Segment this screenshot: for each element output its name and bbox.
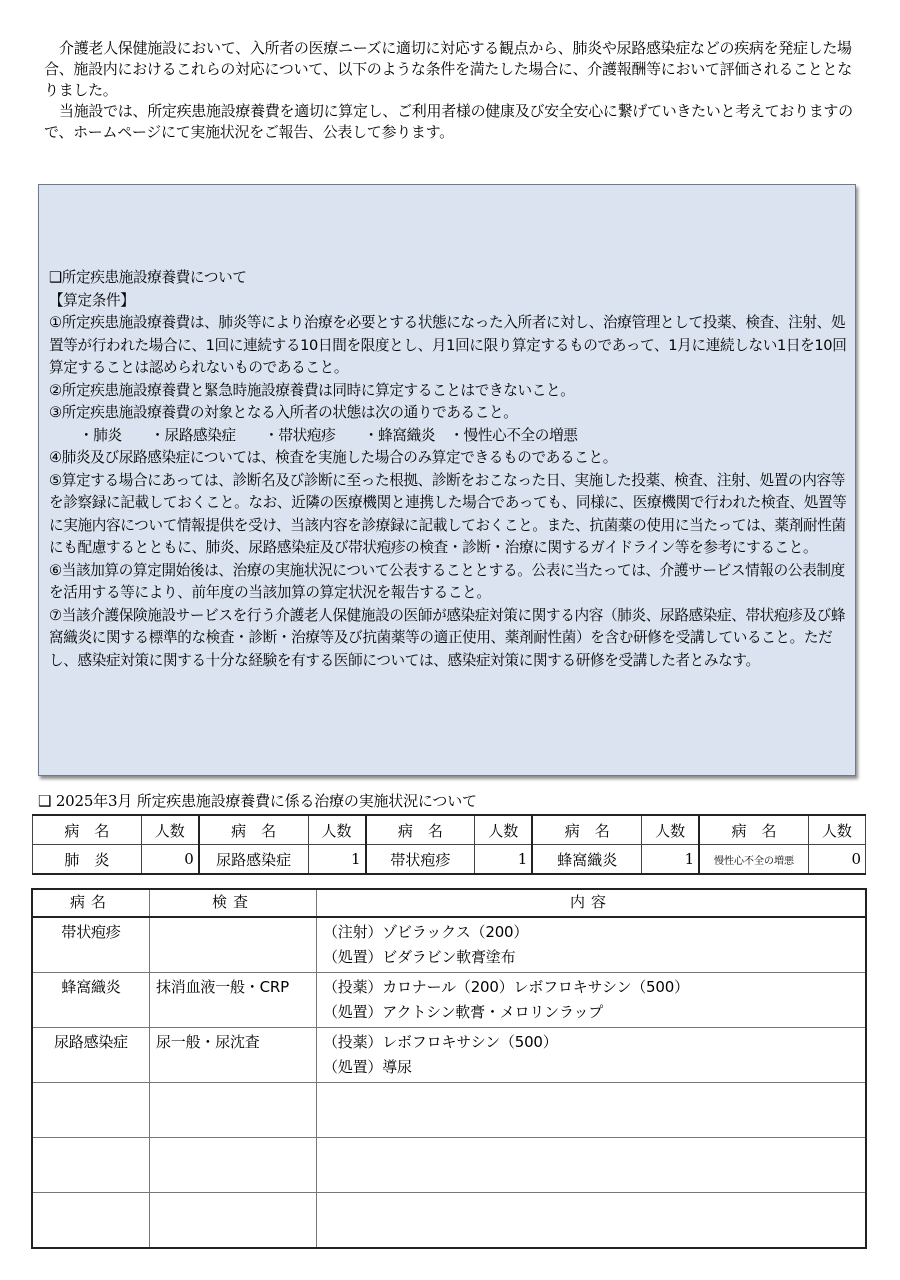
condition-item-7: ⑦当該介護保険施設サービスを行う介護老人保健施設の医師が感染症対策に関する内容（肺炎、尿路感染症、帯状疱疹及び蜂窩織炎に関する標準的な検査・診断・治療等及び抗菌薬等の適正使用、薬剤耐性菌）を含む研修を受講していること。ただし、感染症対策に関する十分な経験を有する医師については、感染症対策に関する研修を受講した者とみなす。 [49,606,846,669]
content-line: （処置）導尿 [323,1058,412,1076]
disease-cellulitis: 蜂窩織炎 [532,845,641,875]
empty-cell [150,1138,317,1193]
header-disease: 病 名 [366,815,475,845]
empty-row [32,1083,866,1138]
row-test [150,917,317,973]
empty-cell [150,1083,317,1138]
count-uti: 1 [308,845,366,875]
content-line: （注射）ゾビラックス（200） [323,923,529,941]
empty-row [32,1193,866,1249]
intro-paragraph-2: 当施設では、所定疾患施設療養費を適切に算定し、ご利用者様の健康及び安全安心に繋げていきたいと考えておりますので、ホームページにて実施状況をご報告、公表して参ります。 [44,102,853,141]
empty-row [32,1138,866,1193]
empty-cell [32,1193,150,1249]
row-content [317,917,867,973]
condition-item-6: ⑥当該加算の算定開始後は、治療の実施状況について公表することとする。公表に当たっては、介護サービス情報の公表制度を活用する等により、前年度の当該加算の算定状況を報告すること。 [49,561,845,601]
status-title: ❑ 2025年3月 所定疾患施設療養費に係る治療の実施状況について [38,792,477,810]
condition-item-3: ③所定疾患施設療養費の対象となる入所者の状態は次の通りであること。 [49,404,518,421]
disease-herpes-zoster: 帯状疱疹 [366,845,475,875]
empty-cell [32,1083,150,1138]
empty-cell [317,1193,867,1249]
intro-paragraph-1: 介護老人保健施設において、入所者の医療ニーズに適切に対応する観点から、肺炎や尿路感染症などの疾病を発症した場合、施設内におけるこれらの対応について、以下のような条件を満たした場合に、介護報酬等において評価されることとなりました。 [44,39,852,99]
content-line: （処置）アクトシン軟膏・メロリンラップ [323,1003,604,1021]
header-count: 人数 [308,815,366,845]
row-test: 抹消血液一般・CRP [150,973,317,1028]
header-disease: 病 名 [199,815,308,845]
header-disease: 病 名 [699,815,808,845]
detail-table [31,888,867,1249]
disease-pneumonia: 肺 炎 [33,845,142,875]
header-content: 内容 [317,889,867,917]
count-table-row [33,845,866,875]
content-line: （投薬）レボフロキサシン（500） [323,1033,558,1051]
condition-item-2: ②所定疾患施設療養費と緊急時施設療養費は同時に算定することはできないこと。 [49,381,575,399]
row-content [317,973,867,1028]
condition-item-1: ①所定疾患施設療養費は、肺炎等により治療を必要とする状態になった入所者に対し、治療管理として投薬、検査、注射、処置等が行われた場合に、1回に連続する10日間を限度とし、月1回に限り算定するものであって、1月に連続しない1日を10回算定することは認められないものであること。 [49,314,847,376]
count-herpes-zoster: 1 [475,845,533,875]
header-count: 人数 [141,815,199,845]
empty-cell [32,1138,150,1193]
table-row [32,973,866,1028]
header-count: 人数 [808,815,865,845]
condition-item-5: ⑤算定する場合にあっては、診断名及び診断に至った根拠、診断をおこなった日、実施した投薬、検査、注射、処置の内容等を診察録に記載しておくこと。なお、近隣の医療機関と連携した場合であっても、同様に、医療機関で行われた検査、処置等に実施内容について情報提供を受け、当該内容を診療録に記載しておくこと。また、抗菌薬の使用に当たっては、薬剤耐性菌にも配慮するとともに、肺炎、尿路感染症及び帯状疱疹の検査・診断・治療に関するガイドライン等を参考にすること。 [49,471,847,556]
condition-item-4: ④肺炎及び尿路感染症については、検査を実施した場合のみ算定できるものであること。 [49,449,617,466]
count-heart-failure: 0 [808,845,865,875]
disease-uti: 尿路感染症 [199,845,308,875]
content-line: （処置）ビダラビン軟膏塗布 [323,948,516,966]
disease-heart-failure: 慢性心不全の増悪 [699,845,808,875]
empty-cell [317,1138,867,1193]
header-count: 人数 [475,815,533,845]
row-disease: 帯状疱疹 [32,917,150,973]
row-disease: 蜂窩織炎 [32,973,150,1028]
conditions-heading: ❑所定疾患施設療養費について [49,269,247,286]
header-disease: 病 名 [532,815,641,845]
count-pneumonia: 0 [141,845,199,875]
table-row [32,917,866,973]
intro-text [44,38,856,143]
count-table [32,814,866,875]
row-test: 尿一般・尿沈査 [150,1028,317,1083]
table-row [32,1028,866,1083]
header-disease: 病 名 [33,815,142,845]
content-line: （投薬）カロナール（200）レボフロキサシン（500） [323,978,689,996]
row-disease: 尿路感染症 [32,1028,150,1083]
row-content [317,1028,867,1083]
header-count: 人数 [642,815,700,845]
header-test: 検査 [150,889,317,917]
conditions-subheading: 【算定条件】 [49,291,135,309]
condition-bullet-list: ・肺炎 ・尿路感染症 ・帯状疱疹 ・蜂窩織炎 ・慢性心不全の増悪 [79,426,578,444]
detail-table-header [32,889,866,917]
header-disease-name: 病名 [32,889,150,917]
empty-cell [150,1193,317,1249]
empty-cell [317,1083,867,1138]
count-cellulitis: 1 [642,845,700,875]
conditions-box [38,184,856,776]
count-table-header [33,815,866,845]
